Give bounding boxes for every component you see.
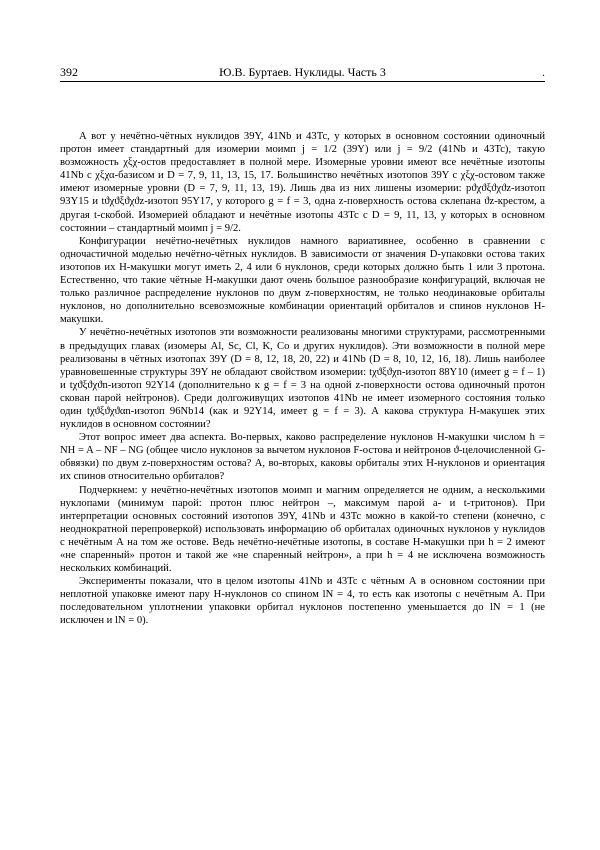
body-text	[60, 130, 545, 628]
paragraph: Этот вопрос имеет два аспекта. Во-первых, каково распределение нуклонов Н-макушки числом h = NH = A – NF – NG (общее число нуклонов за вычетом нуклонов F-остова и нейтронов ϑ-целочисленной G-обвязки) по двум z-поверхностям остова? А, во-вторых, каковы орбиталы этих Н-нуклонов и ориентация их спинов относительно орбиталов?	[60, 432, 545, 483]
paragraph: Конфигурации нечётно-нечётных нуклидов намного вариативнее, особенно в сравнении с одночастичной моделью нечётно-чётных нуклидов. В зависимости от значения D-упаковки остова таких изотопов их Н-макушки могут иметь 2, 4 или 6 нуклонов, среди которых должно быть 1 или 3 протона. Естественно, что такие чётные Н-макушки дают очень большое разнообразие конфигураций, включая не только различное распределение нуклонов по двум z-поверхностям, не только неодинаковые орбиталы нуклонов, но дополнительно всевозможные комбинации ориентаций орбиталов и спинов нуклонов Н-макушки.	[60, 235, 545, 326]
running-header	[60, 65, 545, 82]
running-title: Ю.В. Буртаев. Нуклиды. Часть 3	[219, 65, 386, 79]
paragraph: У нечётно-нечётных изотопов эти возможности реализованы многими структурами, рассмотренными в предыдущих главах (изомеры Al, Sc, Cl, K, Co и других нуклидов). Эти возможности в полной мере реализованы в чётных изотопах 39Y (D = 8, 12, 18, 20, 22) и 41Nb (D = 8, 10, 12, 16, 18). Лишь наиболее уравновешенные структуры 39Y не обладают свойством изомерии: tχϑξϑχn-изотоп 88Y10 (имеет g = f – 1) и tχϑξϑχϑn-изотоп 92Y14 (дополнительно к g = f = 3 на одной z-поверхности остова одиночный протон скован парой нейтронов). Среди долгоживущих изотопов 41Nb не имеет изомерного состояния только один tχϑξϑχϑαn-изотоп 96Nb14 (как и 92Y14, имеет g = f = 3). А какова структура Н-макушек этих нуклидов в основном состоянии?	[60, 327, 545, 431]
header-trailing-mark: .	[542, 65, 545, 79]
paragraph: Подчеркнем: у нечётно-нечётных изотопов моимп и магним определяется не одним, а несколькими нуклопами (минимум парой: протон плюс нейтрон –, максимум парой a- и t-тритонов). При интерпретации основных состояний изотопов 39Y, 41Nb и 43Tc можно в какой-то степени (конечно, с неоднократной перепроверкой) использовать информацию об орбиталах одиночных нуклонов у нуклидов с нечётным А на том же остове. Ведь нечётно-нечётные изотопы, в составе Н-макушки при h = 2 имеют «не спаренный» протон и такой же «не спаренный нейтрон», а при h = 4 не исключена возможность нескольких комбинаций.	[60, 484, 545, 575]
paragraph: А вот у нечётно-чётных нуклидов 39Y, 41Nb и 43Tc, у которых в основном состоянии одиночный протон имеет стандартный для изомерии моимп j = 1/2 (39Y) или j = 9/2 (41Nb и 43Tc), такую возможность χξχ-остов предоставляет в полной мере. Изомерные уровни имеют все нечётные изотопы 41Nb с χξχα-базисом и D = 7, 9, 11, 13, 15, 17. Большинство нечётных изотопов 39Y с χξχ-остовом также имеют изомерные уровни (D = 7, 9, 11, 13, 19). Лишь два из них лишены изомерии: pϑχϑξϑχϑz-изотоп 93Y15 и tϑχϑξϑχϑz-изотоп 95Y17, у которого g = f = 3, одна z-поверхность остова склепана ϑz-крестом, а другая t-скобой. Изомерией обладают и нечётные изотопы 43Tc с D = 9, 11, 13, у которых в основном состоянии – стандартный моимп j = 9/2.	[60, 131, 545, 234]
page-number: 392	[60, 65, 78, 79]
paragraph: Эксперименты показали, что в целом изотопы 41Nb и 43Tc с чётным А в основном состоянии при неплотной упаковке имеют пару Н-нуклонов со спином lN = 4, то есть как изотопы с нечётным А. При последовательном уплотнении упаковки орбитал нуклонов постепенно уменьшается до lN = 1 (не исключен и lN = 0).	[60, 576, 545, 627]
